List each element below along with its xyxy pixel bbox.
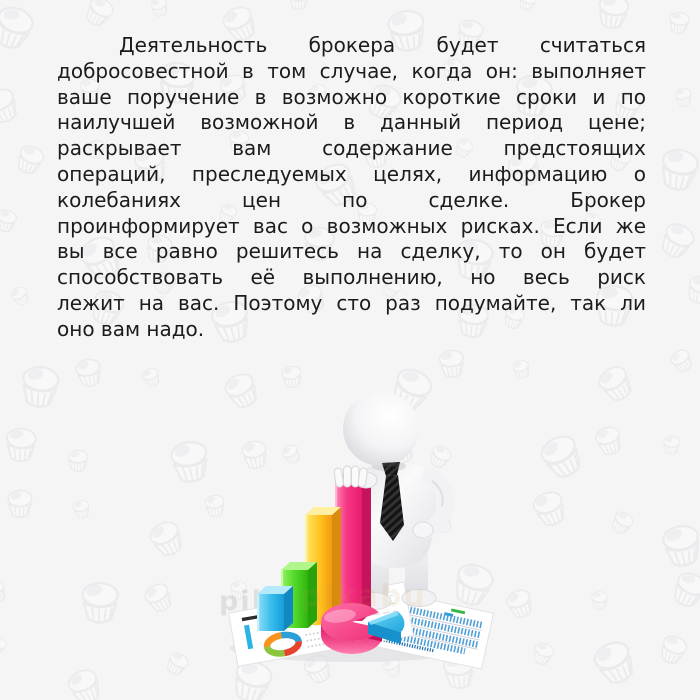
cupcake-icon — [67, 495, 96, 524]
text-line: вы все равно решитесь на сделку, то он будет — [57, 239, 646, 264]
cupcake-icon — [646, 138, 700, 203]
text-line: раскрывает вам содержание предстоящих — [57, 136, 646, 161]
cupcake-icon — [0, 485, 39, 524]
cupcake-icon — [0, 0, 49, 64]
cupcake-icon — [587, 588, 613, 614]
cupcake-icon — [3, 280, 37, 314]
cupcake-icon — [0, 75, 32, 136]
article-text — [57, 33, 646, 343]
cupcake-icon — [524, 635, 562, 673]
cupcake-icon — [5, 136, 54, 185]
cupcake-icon — [662, 6, 695, 39]
text-line: лежит на вас. Поэтому сто раз подумайте, так ли — [57, 290, 646, 315]
cupcake-icon — [0, 573, 16, 611]
cupcake-icon — [72, 575, 129, 632]
text-line: ваше поручение в возможно короткие сроки и по — [57, 84, 646, 109]
cupcake-icon — [506, 354, 536, 384]
cupcake-icon — [578, 626, 652, 700]
text-line: операций, преследуемых целях, информацию о — [57, 161, 646, 186]
figure-right-hand — [413, 522, 433, 538]
cupcake-icon — [10, 356, 72, 418]
text-line: наилучшей возможной в данный период цене; — [57, 110, 646, 135]
cupcake-icon — [67, 350, 112, 395]
cupcake-icon — [63, 445, 94, 476]
cupcake-icon — [55, 657, 115, 700]
cupcake-icon — [156, 644, 197, 685]
text-line: колебаниях цен по сделке. Брокер — [57, 187, 646, 212]
text-line: Деятельность брокера будет считаться — [119, 33, 646, 57]
cupcake-icon — [659, 433, 685, 459]
mini-donut-chart — [266, 633, 301, 656]
text-line: проинформирует вас о возможных рисках. Если же — [57, 213, 646, 238]
cupcake-icon — [602, 503, 643, 544]
cupcake-icon — [145, 0, 176, 22]
cupcake-icon — [134, 572, 185, 623]
cupcake-icon — [669, 83, 698, 112]
figure-foot — [402, 590, 436, 607]
cupcake-icon — [520, 480, 579, 539]
bar-cyan — [257, 586, 293, 631]
cupcake-icon — [136, 361, 168, 393]
text-line: оно вам надо. — [57, 316, 205, 341]
cupcake-icon — [0, 629, 14, 663]
cupcake-icon — [158, 430, 222, 494]
cupcake-icon — [496, 580, 545, 629]
figure-head — [343, 392, 419, 466]
cupcake-icon — [677, 267, 700, 314]
cupcake-icon — [512, 0, 543, 17]
illustration-3d-businessman-charts — [225, 370, 495, 670]
cupcake-icon — [0, 202, 25, 239]
cupcake-icon — [284, 0, 315, 15]
cupcake-icon — [648, 625, 697, 674]
cupcake-icon — [661, 341, 700, 382]
cupcake-icon — [136, 508, 198, 570]
text-line: способствовать её выполнению, но весь риск — [57, 265, 646, 290]
cupcake-icon — [585, 352, 648, 415]
cupcake-icon — [646, 210, 700, 272]
text-line: добросовестной в том случае, когда он: выполняет — [57, 58, 646, 83]
cupcake-icon — [0, 421, 45, 469]
